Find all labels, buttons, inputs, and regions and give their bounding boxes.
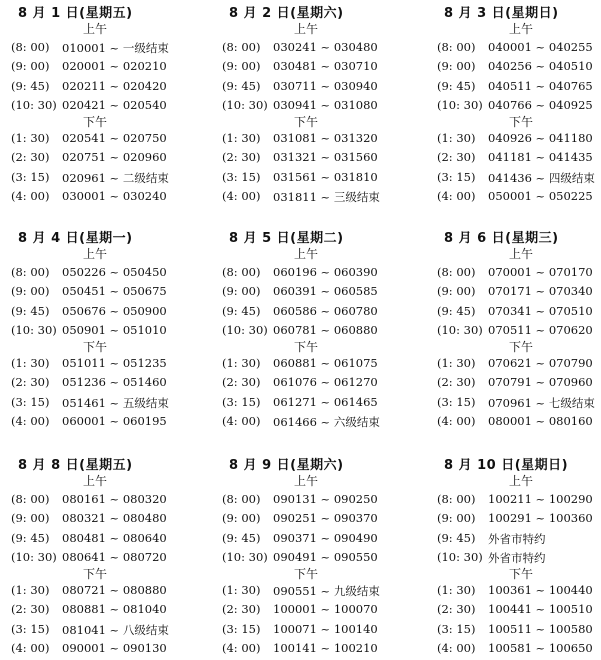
time-slot: (2: 30) [222, 375, 261, 389]
afternoon-label: 下午 [294, 567, 319, 581]
seat-range: 030941 ~ 031080 [273, 98, 378, 112]
time-slot: (10: 30) [437, 98, 483, 112]
seat-range: 外省市特约 [488, 551, 546, 565]
schedule-row [11, 395, 206, 414]
time-slot: (3: 15) [437, 170, 476, 184]
afternoon-label: 下午 [294, 340, 319, 354]
seat-range: 040001 ~ 040255 [488, 40, 593, 54]
day-date: 8 月 2 日(星期六) [229, 6, 344, 21]
time-slot: (8: 00) [222, 40, 261, 54]
schedule-row [437, 59, 601, 78]
time-slot: (1: 30) [11, 583, 50, 597]
schedule-row [437, 531, 601, 550]
afternoon-label: 下午 [509, 567, 534, 581]
time-slot: (4: 00) [437, 414, 476, 428]
schedule-row [437, 189, 601, 208]
time-slot: (2: 30) [437, 602, 476, 616]
time-slot: (9: 00) [222, 284, 261, 298]
time-slot: (10: 30) [11, 323, 57, 337]
time-slot: (1: 30) [11, 131, 50, 145]
schedule-row [437, 40, 601, 59]
seat-range: 040766 ~ 040925 [488, 98, 593, 112]
seat-range: 041181 ~ 041435 [488, 150, 593, 164]
schedule-row [11, 189, 206, 208]
schedule-row [222, 375, 417, 394]
seat-range: 100001 ~ 100070 [273, 602, 378, 616]
schedule-row [437, 511, 601, 530]
seat-range: 020541 ~ 020750 [62, 131, 167, 145]
time-slot: (9: 00) [222, 59, 261, 73]
time-slot: (4: 00) [222, 641, 261, 655]
time-slot: (8: 00) [222, 265, 261, 279]
schedule-row [437, 170, 601, 189]
time-slot: (10: 30) [222, 550, 268, 564]
schedule-row [11, 323, 206, 342]
morning-label: 上午 [83, 22, 108, 36]
seat-range: 070341 ~ 070510 [488, 304, 593, 318]
day-date: 8 月 5 日(星期二) [229, 231, 344, 246]
seat-range: 031081 ~ 031320 [273, 131, 378, 145]
time-slot: (10: 30) [222, 98, 268, 112]
schedule-row [437, 150, 601, 169]
seat-range: 060586 ~ 060780 [273, 304, 378, 318]
time-slot: (9: 45) [11, 79, 50, 93]
schedule-row [11, 531, 206, 550]
seat-range: 060881 ~ 061075 [273, 356, 378, 370]
morning-label: 上午 [294, 22, 319, 36]
time-slot: (8: 00) [437, 40, 476, 54]
schedule-row [11, 511, 206, 530]
time-slot: (9: 00) [222, 511, 261, 525]
afternoon-label: 下午 [509, 340, 534, 354]
time-slot: (2: 30) [437, 150, 476, 164]
time-slot: (1: 30) [11, 356, 50, 370]
time-slot: (3: 15) [222, 395, 261, 409]
schedule-row [437, 583, 601, 602]
seat-range: 070791 ~ 070960 [488, 375, 593, 389]
time-slot: (4: 00) [11, 414, 50, 428]
schedule-row [222, 641, 417, 660]
schedule-row [222, 622, 417, 641]
seat-range: 050226 ~ 050450 [62, 265, 167, 279]
seat-range: 070171 ~ 070340 [488, 284, 593, 298]
schedule-row [11, 602, 206, 621]
schedule-row [11, 550, 206, 569]
schedule-row [222, 284, 417, 303]
time-slot: (9: 45) [11, 304, 50, 318]
seat-range: 061076 ~ 061270 [273, 375, 378, 389]
time-slot: (2: 30) [11, 602, 50, 616]
seat-range: 050451 ~ 050675 [62, 284, 167, 298]
seat-range: 020211 ~ 020420 [62, 79, 167, 93]
seat-range: 040926 ~ 041180 [488, 131, 593, 145]
time-slot: (4: 00) [437, 189, 476, 203]
time-slot: (2: 30) [11, 150, 50, 164]
schedule-row [11, 375, 206, 394]
time-slot: (4: 00) [11, 641, 50, 655]
seat-range: 100291 ~ 100360 [488, 511, 593, 525]
schedule-row [11, 265, 206, 284]
schedule-row [437, 375, 601, 394]
afternoon-label: 下午 [83, 567, 108, 581]
time-slot: (8: 00) [11, 492, 50, 506]
seat-range: 060001 ~ 060195 [62, 414, 167, 428]
schedule-row [222, 356, 417, 375]
time-slot: (9: 45) [222, 304, 261, 318]
schedule-row [437, 395, 601, 414]
time-slot: (3: 15) [11, 170, 50, 184]
day-date: 8 月 9 日(星期六) [229, 458, 344, 473]
schedule-row [437, 356, 601, 375]
schedule-row [222, 170, 417, 189]
seat-range: 060196 ~ 060390 [273, 265, 378, 279]
seat-range: 090131 ~ 090250 [273, 492, 378, 506]
schedule-row [11, 414, 206, 433]
seat-range: 020001 ~ 020210 [62, 59, 167, 73]
schedule-row [222, 323, 417, 342]
seat-range: 081041 ~ 八级结束 [62, 623, 169, 637]
seat-range: 010001 ~ 一级结束 [62, 41, 169, 55]
schedule-row [437, 602, 601, 621]
time-slot: (3: 15) [437, 395, 476, 409]
seat-range: 060781 ~ 060880 [273, 323, 378, 337]
day-date: 8 月 10 日(星期日) [444, 458, 569, 473]
time-slot: (9: 00) [11, 284, 50, 298]
time-slot: (4: 00) [222, 189, 261, 203]
seat-range: 080001 ~ 080160 [488, 414, 593, 428]
schedule-row [11, 131, 206, 150]
schedule-row [11, 304, 206, 323]
schedule-row [222, 98, 417, 117]
time-slot: (3: 15) [11, 395, 50, 409]
seat-range: 020421 ~ 020540 [62, 98, 167, 112]
time-slot: (3: 15) [222, 622, 261, 636]
time-slot: (1: 30) [222, 356, 261, 370]
schedule-row [11, 356, 206, 375]
seat-range: 070001 ~ 070170 [488, 265, 593, 279]
schedule-row [11, 79, 206, 98]
schedule-row [222, 131, 417, 150]
seat-range: 090251 ~ 090370 [273, 511, 378, 525]
seat-range: 041436 ~ 四级结束 [488, 171, 595, 185]
time-slot: (1: 30) [437, 583, 476, 597]
time-slot: (2: 30) [437, 375, 476, 389]
afternoon-label: 下午 [509, 115, 534, 129]
seat-range: 070621 ~ 070790 [488, 356, 593, 370]
time-slot: (9: 45) [437, 79, 476, 93]
time-slot: (8: 00) [437, 492, 476, 506]
time-slot: (9: 00) [11, 511, 50, 525]
time-slot: (10: 30) [437, 323, 483, 337]
schedule-row [222, 304, 417, 323]
time-slot: (1: 30) [222, 131, 261, 145]
seat-range: 050901 ~ 051010 [62, 323, 167, 337]
seat-range: 100361 ~ 100440 [488, 583, 593, 597]
afternoon-label: 下午 [83, 115, 108, 129]
seat-range: 060391 ~ 060585 [273, 284, 378, 298]
seat-range: 100511 ~ 100580 [488, 622, 593, 636]
time-slot: (3: 15) [222, 170, 261, 184]
schedule-row [222, 395, 417, 414]
schedule-row [11, 170, 206, 189]
schedule-row [437, 79, 601, 98]
morning-label: 上午 [83, 474, 108, 488]
schedule-row [222, 189, 417, 208]
time-slot: (2: 30) [222, 150, 261, 164]
seat-range: 100211 ~ 100290 [488, 492, 593, 506]
seat-range: 080161 ~ 080320 [62, 492, 167, 506]
time-slot: (9: 00) [437, 284, 476, 298]
seat-range: 020961 ~ 二级结束 [62, 171, 169, 185]
time-slot: (4: 00) [222, 414, 261, 428]
time-slot: (10: 30) [222, 323, 268, 337]
schedule-row [11, 150, 206, 169]
seat-range: 040256 ~ 040510 [488, 59, 593, 73]
schedule-row [11, 583, 206, 602]
morning-label: 上午 [83, 247, 108, 261]
time-slot: (8: 00) [222, 492, 261, 506]
schedule-row [437, 131, 601, 150]
time-slot: (9: 45) [437, 531, 476, 545]
seat-range: 090491 ~ 090550 [273, 550, 378, 564]
seat-range: 020751 ~ 020960 [62, 150, 167, 164]
schedule-row [222, 492, 417, 511]
time-slot: (4: 00) [437, 641, 476, 655]
schedule-row [11, 98, 206, 117]
schedule-row [222, 414, 417, 433]
seat-range: 080641 ~ 080720 [62, 550, 167, 564]
seat-range: 050676 ~ 050900 [62, 304, 167, 318]
time-slot: (2: 30) [222, 602, 261, 616]
morning-label: 上午 [294, 474, 319, 488]
schedule-row [222, 511, 417, 530]
seat-range: 030481 ~ 030710 [273, 59, 378, 73]
morning-label: 上午 [509, 22, 534, 36]
seat-range: 100141 ~ 100210 [273, 641, 378, 655]
morning-label: 上午 [509, 474, 534, 488]
day-date: 8 月 3 日(星期日) [444, 6, 559, 21]
time-slot: (9: 45) [222, 531, 261, 545]
time-slot: (9: 45) [437, 304, 476, 318]
schedule-row [437, 492, 601, 511]
time-slot: (8: 00) [437, 265, 476, 279]
seat-range: 080481 ~ 080640 [62, 531, 167, 545]
day-date: 8 月 4 日(星期一) [18, 231, 133, 246]
seat-range: 070961 ~ 七级结束 [488, 396, 595, 410]
seat-range: 061466 ~ 六级结束 [273, 415, 380, 429]
schedule-row [222, 150, 417, 169]
seat-range: 090001 ~ 090130 [62, 641, 167, 655]
schedule-row [222, 550, 417, 569]
schedule-row [437, 414, 601, 433]
schedule-row [222, 531, 417, 550]
seat-range: 100581 ~ 100650 [488, 641, 593, 655]
seat-range: 080321 ~ 080480 [62, 511, 167, 525]
time-slot: (1: 30) [437, 356, 476, 370]
seat-range: 090371 ~ 090490 [273, 531, 378, 545]
schedule-row [437, 304, 601, 323]
time-slot: (10: 30) [11, 550, 57, 564]
seat-range: 080881 ~ 081040 [62, 602, 167, 616]
seat-range: 051236 ~ 051460 [62, 375, 167, 389]
schedule-row [437, 284, 601, 303]
time-slot: (9: 45) [222, 79, 261, 93]
time-slot: (8: 00) [11, 40, 50, 54]
morning-label: 上午 [509, 247, 534, 261]
time-slot: (8: 00) [11, 265, 50, 279]
schedule-row [11, 40, 206, 59]
schedule-row [437, 641, 601, 660]
time-slot: (9: 00) [437, 59, 476, 73]
time-slot: (4: 00) [11, 189, 50, 203]
schedule-row [11, 59, 206, 78]
time-slot: (10: 30) [437, 550, 483, 564]
schedule-row [11, 284, 206, 303]
day-date: 8 月 6 日(星期三) [444, 231, 559, 246]
schedule-row [437, 265, 601, 284]
schedule-row [11, 622, 206, 641]
time-slot: (3: 15) [437, 622, 476, 636]
seat-range: 050001 ~ 050225 [488, 189, 593, 203]
time-slot: (3: 15) [11, 622, 50, 636]
schedule-row [222, 583, 417, 602]
schedule-row [222, 59, 417, 78]
time-slot: (1: 30) [222, 583, 261, 597]
schedule-row [222, 602, 417, 621]
schedule-row [11, 492, 206, 511]
seat-range: 031561 ~ 031810 [273, 170, 378, 184]
seat-range: 061271 ~ 061465 [273, 395, 378, 409]
time-slot: (9: 00) [11, 59, 50, 73]
time-slot: (9: 45) [11, 531, 50, 545]
day-date: 8 月 8 日(星期五) [18, 458, 133, 473]
time-slot: (1: 30) [437, 131, 476, 145]
seat-range: 外省市特约 [488, 532, 546, 546]
seat-range: 030711 ~ 030940 [273, 79, 378, 93]
time-slot: (10: 30) [11, 98, 57, 112]
schedule-row [222, 265, 417, 284]
seat-range: 100071 ~ 100140 [273, 622, 378, 636]
seat-range: 100441 ~ 100510 [488, 602, 593, 616]
seat-range: 031811 ~ 三级结束 [273, 190, 380, 204]
time-slot: (2: 30) [11, 375, 50, 389]
seat-range: 070511 ~ 070620 [488, 323, 593, 337]
afternoon-label: 下午 [83, 340, 108, 354]
day-date: 8 月 1 日(星期五) [18, 6, 133, 21]
schedule-row [222, 79, 417, 98]
seat-range: 051461 ~ 五级结束 [62, 396, 169, 410]
seat-range: 031321 ~ 031560 [273, 150, 378, 164]
seat-range: 051011 ~ 051235 [62, 356, 167, 370]
seat-range: 030241 ~ 030480 [273, 40, 378, 54]
seat-range: 040511 ~ 040765 [488, 79, 593, 93]
morning-label: 上午 [294, 247, 319, 261]
afternoon-label: 下午 [294, 115, 319, 129]
seat-range: 030001 ~ 030240 [62, 189, 167, 203]
seat-range: 090551 ~ 九级结束 [273, 584, 380, 598]
schedule-row [11, 641, 206, 660]
time-slot: (9: 00) [437, 511, 476, 525]
seat-range: 080721 ~ 080880 [62, 583, 167, 597]
schedule-row [437, 622, 601, 641]
schedule-row [222, 40, 417, 59]
